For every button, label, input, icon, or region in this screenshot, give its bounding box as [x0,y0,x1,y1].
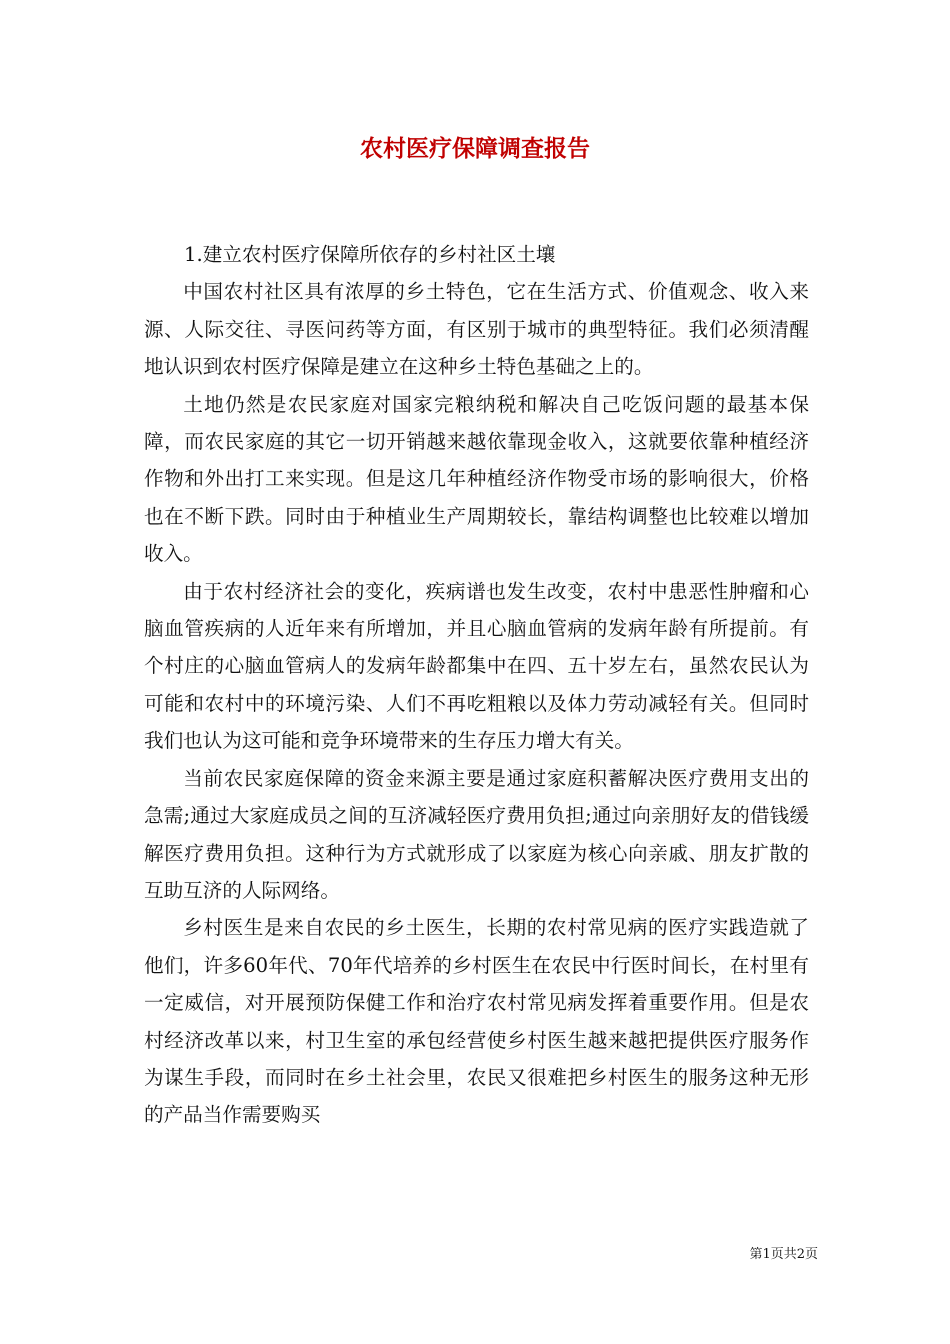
paragraph-3: 由于农村经济社会的变化，疾病谱也发生改变，农村中患恶性肿瘤和心脑血管疾病的人近年来有所增加，并且心脑血管病的发病年龄有所提前。有个村庄的心脑血管病人的发病年龄都集中在四、五十岁左右，虽然农民认为可能和农村中的环境污染、人们不再吃粗粮以及体力劳动减轻有关。但同时我们也认为这可能和竞争环境带来的生存压力增大有关。 [144,579,809,753]
paragraph-1: 中国农村社区具有浓厚的乡土特色，它在生活方式、价值观念、收入来源、人际交往、寻医问药等方面，有区别于城市的典型特征。我们必须清醒地认识到农村医疗保障是建立在这种乡土特色基础之上的。 [144,280,809,379]
paragraph-2: 土地仍然是农民家庭对国家完粮纳税和解决自己吃饭问题的最基本保障，而农民家庭的其它一切开销越来越依靠现金收入，这就要依靠种植经济作物和外出打工来实现。但是这几年种植经济作物受市场的影响很大，价格也在不断下跌。同时由于种植业生产周期较长，靠结构调整也比较难以增加收入。 [144,392,809,566]
document-body [144,236,809,1134]
paragraph-5: 乡村医生是来自农民的乡土医生，长期的农村常见病的医疗实践造就了他们，许多60年代、70年代培养的乡村医生在农民中行医时间长，在村里有一定威信，对开展预防保健工作和治疗农村常见病发挥着重要作用。但是农村经济改革以来，村卫生室的承包经营使乡村医生越来越把提供医疗服务作为谋生手段，而同时在乡土社会里，农民又很难把乡村医生的服务这种无形的产品当作需要购买 [144,916,809,1127]
document-title: 农村医疗保障调查报告 [360,135,590,162]
paragraph-4: 当前农民家庭保障的资金来源主要是通过家庭积蓄解决医疗费用支出的急需;通过大家庭成员之间的互济减轻医疗费用负担;通过向亲朋好友的借钱缓解医疗费用负担。这种行为方式就形成了以家庭为核心向亲戚、朋友扩散的互助互济的人际网络。 [144,766,809,902]
page-number-footer: 第1页共2页 [749,1247,818,1262]
section-heading: 1.建立农村医疗保障所依存的乡村社区土壤 [184,243,556,266]
